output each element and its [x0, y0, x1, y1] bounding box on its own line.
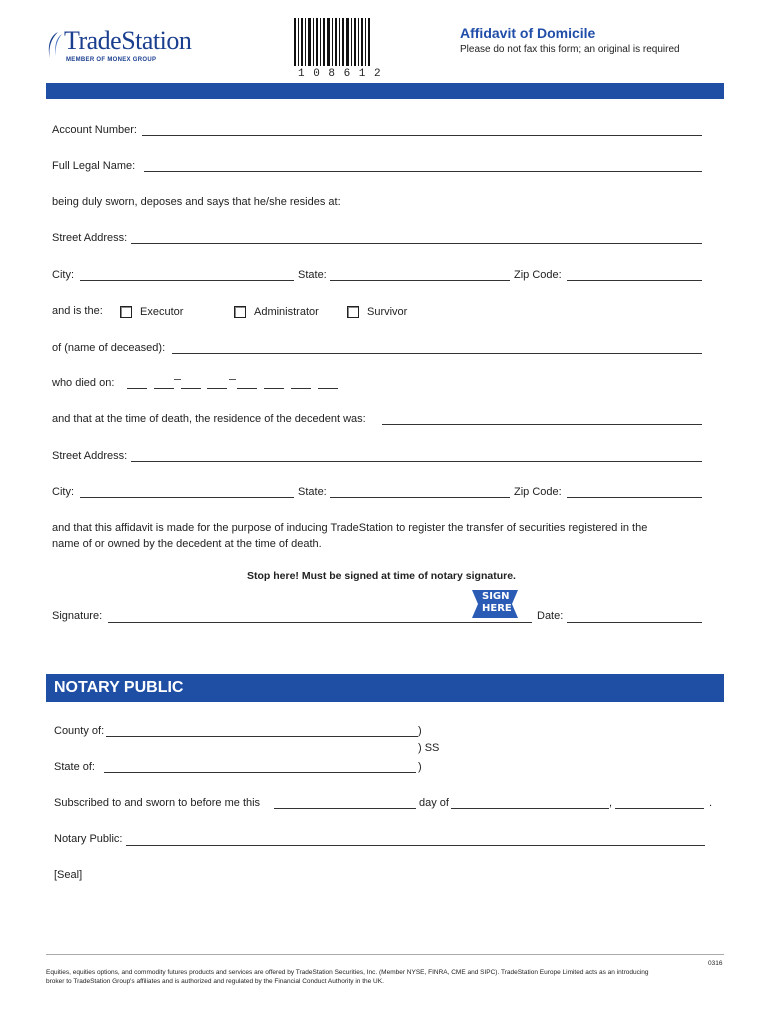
city-label: City: — [52, 269, 74, 281]
date-field[interactable] — [567, 622, 702, 623]
footer-disclaimer-line-2: broker to TradeStation Group's affiliates and is authorized and regulated by the Financial Conduct Authority in the UK. — [46, 978, 384, 985]
day-of-label: day of — [419, 797, 449, 809]
who-died-on-label: who died on: — [52, 377, 115, 389]
subscribed-year-field[interactable] — [615, 808, 704, 809]
city-field[interactable] — [80, 280, 294, 281]
notary-band — [46, 674, 724, 702]
footer-disclaimer-line-1: Equities, equities options, and commodity futures products and services are offered by TradeStation Securities, Inc. (Member NYSE, FINRA, CME and SIPC). TradeStation Europe Limited acts as an introducing — [46, 969, 649, 976]
notary-public-field[interactable] — [126, 845, 705, 846]
full-legal-name-label: Full Legal Name: — [52, 160, 136, 172]
executor-checkbox[interactable] — [120, 306, 132, 318]
logo-text: TradeStation — [64, 26, 192, 55]
state-of-field[interactable] — [104, 772, 416, 773]
seal-label: [Seal] — [54, 869, 83, 881]
state-paren: ) — [418, 761, 422, 773]
and-is-the-label: and is the: — [52, 305, 103, 317]
state-of-label: State of: — [54, 761, 95, 773]
sign-here-text-2: HERE — [482, 603, 512, 614]
residence-field[interactable] — [382, 424, 702, 425]
subscribed-label: Subscribed to and sworn to before me this — [54, 797, 261, 809]
street-address-2-label: Street Address: — [52, 450, 128, 462]
account-number-field[interactable] — [142, 135, 702, 136]
county-paren: ) — [418, 725, 422, 737]
name-of-deceased-field[interactable] — [172, 353, 702, 354]
purpose-text-line-1: and that this affidavit is made for the purpose of inducing TradeStation to register the transfer of securities registered in the — [52, 522, 648, 534]
full-legal-name-field[interactable] — [144, 171, 702, 172]
purpose-text-line-2: name of or owned by the decedent at the time of death. — [52, 538, 322, 550]
state-label: State: — [298, 269, 327, 281]
footer-divider — [46, 954, 724, 955]
sworn-text: being duly sworn, deposes and says that he/she resides at: — [52, 196, 341, 208]
residence-text: and that at the time of death, the residence of the decedent was: — [52, 413, 366, 425]
county-of-field[interactable] — [106, 736, 418, 737]
stop-here-note: Stop here! Must be signed at time of notary signature. — [247, 570, 516, 582]
survivor-label: Survivor — [367, 306, 408, 318]
date-of-death-field[interactable] — [127, 370, 339, 390]
county-of-label: County of: — [54, 725, 105, 737]
subscribed-day-field[interactable] — [274, 808, 416, 809]
zip-field[interactable] — [567, 280, 702, 281]
survivor-checkbox[interactable] — [347, 306, 359, 318]
date-label: Date: — [537, 610, 564, 622]
zip-2-field[interactable] — [567, 497, 702, 498]
zip-label: Zip Code: — [514, 269, 562, 281]
sign-here-icon — [470, 588, 520, 620]
street-address-2-field[interactable] — [131, 461, 702, 462]
state-field[interactable] — [330, 280, 510, 281]
account-number-label: Account Number: — [52, 124, 137, 136]
page-title: Affidavit of Domicile — [460, 25, 596, 41]
sign-here-text-1: SIGN — [482, 591, 510, 602]
page-subtitle: Please do not fax this form; an original is required — [460, 44, 680, 55]
barcode-number: 1 0 8 6 1 2 — [298, 68, 382, 80]
tradestation-logo-icon — [44, 30, 66, 60]
street-address-label: Street Address: — [52, 232, 128, 244]
form-code: 0316 — [708, 960, 723, 967]
zip-2-label: Zip Code: — [514, 486, 562, 498]
logo-subtitle: MEMBER OF MONEX GROUP — [66, 57, 157, 63]
signature-label: Signature: — [52, 610, 103, 622]
subscribed-month-field[interactable] — [451, 808, 609, 809]
name-of-deceased-label: of (name of deceased): — [52, 342, 166, 354]
period-label: . — [709, 797, 713, 809]
state-2-field[interactable] — [330, 497, 510, 498]
state-2-label: State: — [298, 486, 327, 498]
header-band — [46, 83, 724, 99]
executor-label: Executor — [140, 306, 184, 318]
notary-public-label: Notary Public: — [54, 833, 123, 845]
city-2-label: City: — [52, 486, 74, 498]
signature-field[interactable] — [108, 622, 532, 623]
administrator-label: Administrator — [254, 306, 319, 318]
street-address-field[interactable] — [131, 243, 702, 244]
comma-label: , — [609, 797, 613, 809]
logo — [44, 26, 214, 66]
ss-label: ) SS — [418, 742, 440, 754]
barcode — [294, 18, 374, 68]
administrator-checkbox[interactable] — [234, 306, 246, 318]
notary-title: NOTARY PUBLIC — [54, 679, 184, 696]
city-2-field[interactable] — [80, 497, 294, 498]
